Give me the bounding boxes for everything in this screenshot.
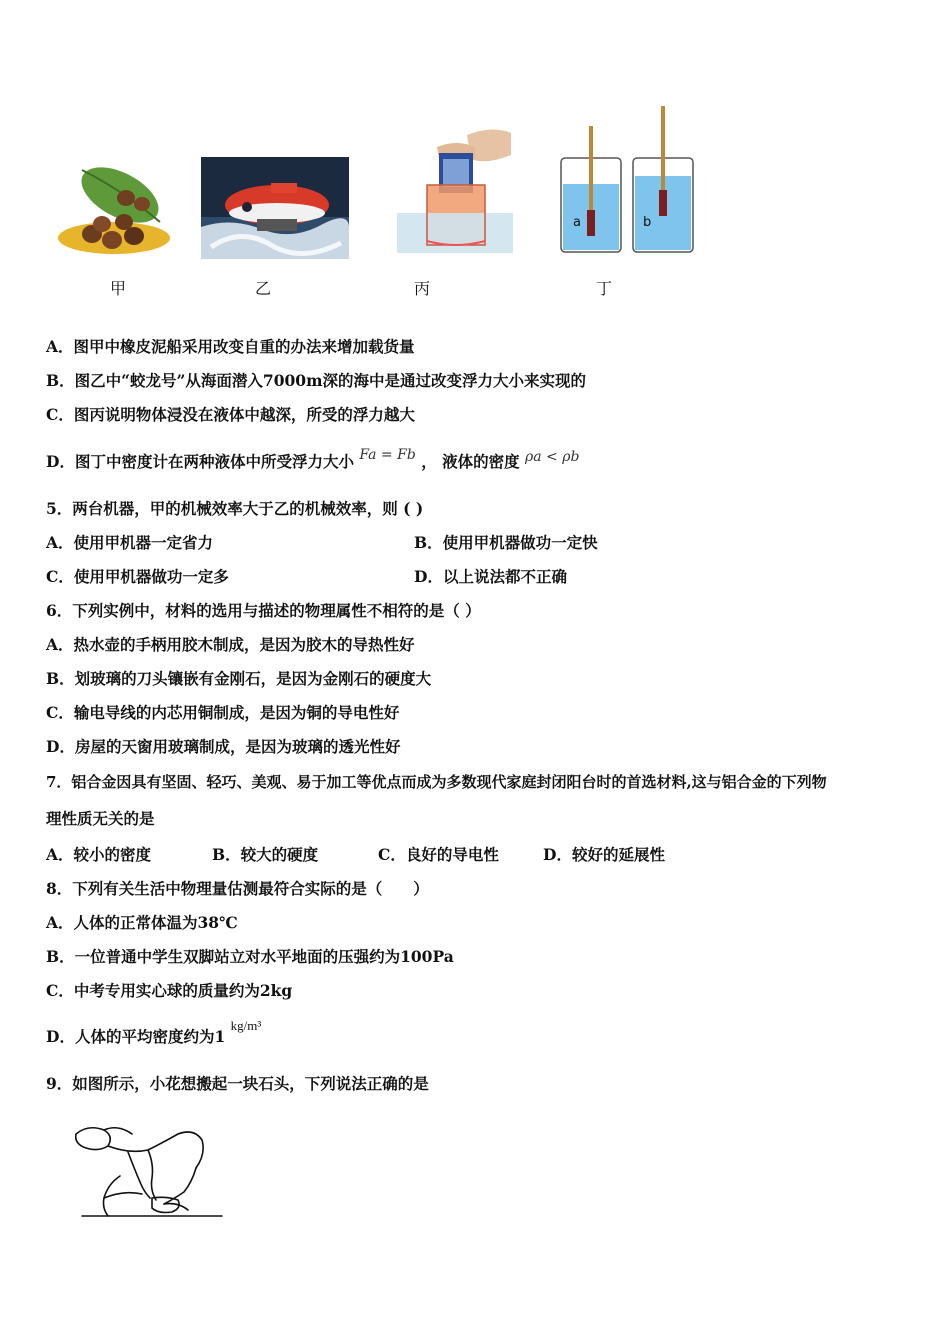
q4-option-a: A．图甲中橡皮泥船采用改变自重的办法来增加载货量: [46, 337, 415, 356]
q8-option-c: C．中考专用实心球的质量约为2kg: [46, 981, 293, 1000]
caption-yi: 乙: [255, 279, 272, 298]
q5-stem: 5．两台机器，甲的机械效率大于乙的机械效率，则 ( ): [46, 499, 424, 518]
figure-ding-image: [557, 104, 699, 256]
q5-option-b: B．使用甲机器做功一定快: [414, 533, 598, 552]
q7-stem-line2: 理性质无关的是: [46, 809, 155, 828]
q7-option-c: C．良好的导电性: [378, 845, 499, 864]
q5-option-d: D．以上说法都不正确: [414, 567, 567, 586]
q4-option-d-middle: ， 液体的密度: [421, 452, 520, 471]
figure-jia-image: [52, 160, 174, 260]
figure-yi-image: [201, 157, 349, 259]
beaker-label-b: b: [643, 215, 652, 230]
q6-option-b: B．划玻璃的刀头镶嵌有金刚石，是因为金刚石的硬度大: [46, 669, 432, 688]
caption-ding: 丁: [596, 279, 613, 298]
q8-option-d: [46, 1018, 262, 1047]
q5-option-c: C．使用甲机器做功一定多: [46, 567, 229, 586]
q4-option-b: B．图乙中“蛟龙号”从海面潜入7000m深的海中是通过改变浮力大小来实现的: [46, 371, 586, 390]
q5-option-a: A．使用甲机器一定省力: [46, 533, 214, 552]
q4-option-c: C．图丙说明物体浸没在液体中越深，所受的浮力越大: [46, 405, 415, 424]
q9-stem: 9．如图所示，小花想搬起一块石头，下列说法正确的是: [46, 1074, 429, 1093]
formula-density-compare: ρa < ρb: [525, 449, 580, 465]
caption-jia: 甲: [110, 279, 127, 298]
q6-option-c: C．输电导线的内芯用铜制成，是因为铜的导电性好: [46, 703, 400, 722]
q7-option-b: B．较大的硬度: [212, 845, 319, 864]
caption-bing: 丙: [414, 279, 431, 298]
q8-stem: 8．下列有关生活中物理量估测最符合实际的是（ ）: [46, 879, 429, 898]
q7-option-d: D．较好的延展性: [543, 845, 665, 864]
q7-option-a: A．较小的密度: [46, 845, 152, 864]
q6-option-a: A．热水壶的手柄用胶木制成，是因为胶木的导热性好: [46, 635, 415, 654]
q8-option-a: A．人体的正常体温为38℃: [46, 913, 238, 932]
q8-option-d-prefix: D．人体的平均密度约为1: [46, 1027, 226, 1046]
q6-option-d: D．房屋的天窗用玻璃制成，是因为玻璃的透光性好: [46, 737, 401, 756]
q4-option-d-prefix: D．图丁中密度计在两种液体中所受浮力大小: [46, 452, 354, 471]
beaker-label-a: a: [573, 215, 581, 230]
q4-option-d: [46, 447, 580, 472]
q7-stem-line1: 7．铝合金因具有坚固、轻巧、美观、易于加工等优点而成为多数现代家庭封闭阳台时的首选材料,这与铝合金的下列物: [46, 773, 827, 791]
figure-bing-image: [397, 125, 513, 255]
q6-stem: 6．下列实例中，材料的选用与描述的物理属性不相符的是（ ）: [46, 601, 481, 620]
density-unit: kg/m³: [230, 1018, 262, 1033]
formula-buoyancy-equal: Fa = Fb: [359, 447, 416, 463]
girl-lifting-stone-image: [68, 1120, 224, 1220]
q8-option-b: B．一位普通中学生双脚站立对水平地面的压强约为100Pa: [46, 947, 454, 966]
